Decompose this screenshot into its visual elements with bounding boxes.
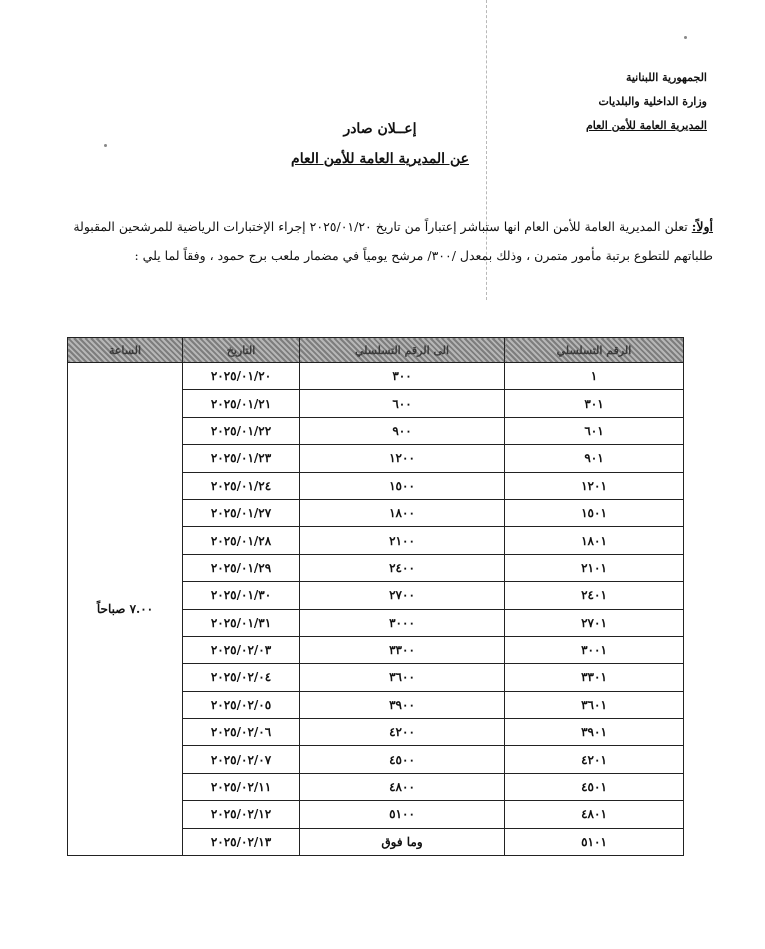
cell-date: ٢٠٢٥/٠١/٢٢ (183, 417, 300, 444)
cell-from: ٥١٠١ (505, 828, 684, 855)
cell-from: ٩٠١ (505, 445, 684, 472)
table-row (68, 363, 684, 390)
schedule-header-row (68, 338, 684, 363)
cell-time: ٧.٠٠ صباحاً (68, 363, 183, 856)
cell-from: ٣٦٠١ (505, 691, 684, 718)
cell-date: ٢٠٢٥/٠١/٢٣ (183, 445, 300, 472)
schedule-body (68, 363, 684, 856)
header-from: الرقم التسلسلي (505, 338, 684, 363)
cell-from: ١٨٠١ (505, 527, 684, 554)
letterhead-directorate: المديرية العامة للأمن العام (585, 119, 707, 132)
letterhead (507, 66, 707, 138)
cell-from: ٢٤٠١ (505, 582, 684, 609)
cell-to: ٦٠٠ (300, 390, 505, 417)
cell-date: ٢٠٢٥/٠١/٢٨ (183, 527, 300, 554)
cell-from: ٣٣٠١ (505, 664, 684, 691)
announcement-body (53, 212, 713, 270)
cell-to: ٣٩٠٠ (300, 691, 505, 718)
cell-date: ٢٠٢٥/٠٢/٠٥ (183, 691, 300, 718)
cell-to: ٥١٠٠ (300, 801, 505, 828)
cell-to: ٤٨٠٠ (300, 773, 505, 800)
cell-from: ٤٨٠١ (505, 801, 684, 828)
cell-to: ٩٠٠ (300, 417, 505, 444)
cell-to: ١٨٠٠ (300, 499, 505, 526)
schedule-table (67, 337, 684, 856)
cell-from: ١ (505, 363, 684, 390)
cell-to: ٤٢٠٠ (300, 719, 505, 746)
cell-to: وما فوق (300, 828, 505, 855)
cell-date: ٢٠٢٥/٠١/٢٠ (183, 363, 300, 390)
cell-to: ٢٧٠٠ (300, 582, 505, 609)
cell-from: ٢١٠١ (505, 554, 684, 581)
cell-date: ٢٠٢٥/٠١/٢٤ (183, 472, 300, 499)
cell-from: ٢٧٠١ (505, 609, 684, 636)
cell-to: ١٢٠٠ (300, 445, 505, 472)
cell-to: ٢٤٠٠ (300, 554, 505, 581)
cell-date: ٢٠٢٥/٠١/٢١ (183, 390, 300, 417)
cell-to: ٣٦٠٠ (300, 664, 505, 691)
cell-date: ٢٠٢٥/٠٢/٠٧ (183, 746, 300, 773)
cell-date: ٢٠٢٥/٠١/٣٠ (183, 582, 300, 609)
letterhead-ministry: وزارة الداخلية والبلديات (598, 95, 707, 108)
cell-to: ٣٠٠ (300, 363, 505, 390)
announcement-subtitle: عن المديرية العامة للأمن العام (291, 151, 469, 167)
cell-to: ٣٠٠٠ (300, 609, 505, 636)
cell-from: ٣٠١ (505, 390, 684, 417)
body-paragraph: تعلن المديرية العامة للأمن العام انها ستباشر إعتباراً من تاريخ ٢٠٢٥/٠١/٢٠ إجراء الإختبارات الرياضية للمرشحين المقبولة طلباتهم للتطوع برتبة مأمور متمرن ، وذلك بمعدل /٣٠٠/ مرشح يومياً في مضمار ملعب برج حمود ، وفقاً لما يلي : (73, 219, 713, 263)
scan-speck (684, 36, 687, 39)
body-lead: أولاً: (691, 219, 713, 234)
cell-from: ١٥٠١ (505, 499, 684, 526)
cell-date: ٢٠٢٥/٠١/٢٩ (183, 554, 300, 581)
header-to: الى الرقم التسلسلي (300, 338, 505, 363)
cell-from: ٤٢٠١ (505, 746, 684, 773)
header-time: الساعة (68, 338, 183, 363)
announcement-heading (250, 114, 510, 174)
cell-from: ٣٠٠١ (505, 636, 684, 663)
cell-to: ١٥٠٠ (300, 472, 505, 499)
cell-to: ٣٣٠٠ (300, 636, 505, 663)
cell-date: ٢٠٢٥/٠١/٣١ (183, 609, 300, 636)
cell-date: ٢٠٢٥/٠٢/٠٣ (183, 636, 300, 663)
cell-to: ٤٥٠٠ (300, 746, 505, 773)
cell-to: ٢١٠٠ (300, 527, 505, 554)
cell-from: ٣٩٠١ (505, 719, 684, 746)
header-date: التاريخ (183, 338, 300, 363)
cell-date: ٢٠٢٥/٠٢/٠٦ (183, 719, 300, 746)
cell-date: ٢٠٢٥/٠٢/١٣ (183, 828, 300, 855)
cell-date: ٢٠٢٥/٠٢/١٢ (183, 801, 300, 828)
cell-date: ٢٠٢٥/٠١/٢٧ (183, 499, 300, 526)
cell-from: ٤٥٠١ (505, 773, 684, 800)
cell-from: ١٢٠١ (505, 472, 684, 499)
scan-speck (104, 144, 107, 147)
announcement-title: إعــلان صادر (343, 121, 417, 137)
cell-from: ٦٠١ (505, 417, 684, 444)
cell-date: ٢٠٢٥/٠٢/٠٤ (183, 664, 300, 691)
letterhead-republic: الجمهورية اللبنانية (625, 71, 707, 84)
cell-date: ٢٠٢٥/٠٢/١١ (183, 773, 300, 800)
